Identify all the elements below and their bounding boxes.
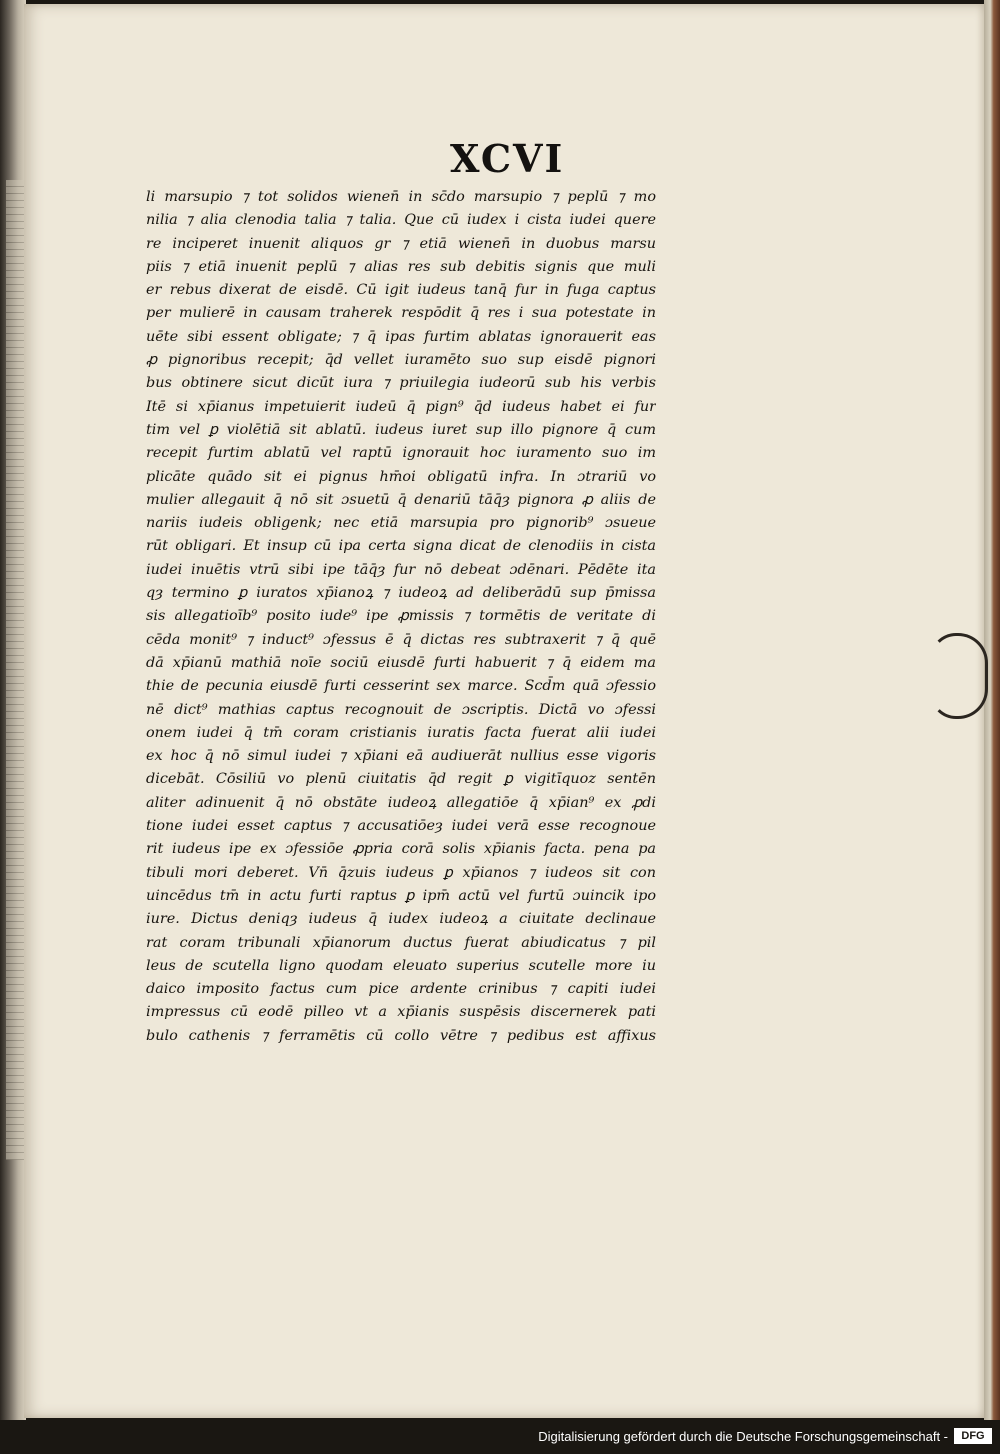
text-line: bus obtinere sicut dicūt iura ⁊ priuilegia iudeorū sub his verbis (146, 375, 656, 392)
page-clip-icon (930, 633, 988, 719)
text-line: qȝ termino ꝑ iuratos xp̄ianoꝝ ⁊ iudeoꝝ ad deliberādū sup p̄missa (146, 585, 656, 602)
folio-number: XCVI (450, 136, 565, 181)
text-line: uincēdus tm̄ in actu furti raptus ꝑ ipm̄ actū vel furtū ɔuincik ipo (146, 887, 656, 904)
digitization-footer (0, 1420, 1000, 1454)
text-line: leus de scutella ligno quodam eleuato superius scutelle more iu (146, 957, 656, 974)
text-line: iudei inuētis vtrū sibi ipe tāq̄ȝ fur nō debeat ɔdēnari. Pēdēte ita (146, 561, 656, 578)
text-line: ex hoc q̄ nō simul iudei ⁊ xp̄iani eā audiuerāt nullius esse vigoris (146, 748, 656, 765)
text-line: dicebāt. Cōsiliū vo plenū ciuitatis q̄d regit ꝑ vigitīquoz sentēn (146, 771, 656, 788)
text-line: rūt obligari. Et insup cū ipa certa signa dicat de clenodiis in cista (146, 538, 656, 555)
text-line: daico imposito factus cum pice ardente crinibus ⁊ capiti iudei (146, 981, 656, 998)
text-line: piis ⁊ etiā inuenit peplū ⁊ alias res sub debitis signis que muli (146, 258, 656, 275)
text-line: ꝓ pignoribus recepit; q̄d vellet iuramēto suo sup eisdē pignori (146, 352, 656, 369)
text-line: li marsupio ⁊ tot solidos wienen̄ in sc̄do marsupio ⁊ peplū ⁊ mo (146, 189, 656, 205)
text-line: er rebus dixerat de eisdē. Cū igit iudeus tanq̄ fur in fuga captus (146, 282, 656, 299)
funding-credit: Digitalisierung gefördert durch die Deutsche Forschungsgemeinschaft - (538, 1429, 948, 1444)
text-line: tim vel ꝑ violētiā sit ablatū. iudeus iuret sup illo pignore q̄ cum (146, 421, 656, 438)
text-line: iure. Dictus deniqȝ iudeus q̄ iudex iudeoꝝ a ciuitate declinaue (146, 911, 656, 928)
text-line: uēte sibi essent obligate; ⁊ q̄ ipas furtim ablatas ignorauerit eas (146, 328, 656, 345)
text-line: dā xp̄ianū mathiā noīe sociū eiusdē furti habuerit ⁊ q̄ eidem ma (146, 654, 656, 671)
text-line: onem iudei q̄ tm̄ coram cristianis iuratis facta fuerat alii iudei (146, 724, 656, 741)
text-line: impressus cū eodē pilleo vt a xp̄ianis suspēsis discernerek pati (146, 1004, 656, 1021)
text-line: aliter adinuenit q̄ nō obstāte iudeoꝝ allegatiōe q̄ xp̄ian⁹ ex ꝓdi (146, 794, 656, 811)
facing-page-edge (6, 180, 24, 1160)
text-line: tione iudei esset captus ⁊ accusatiōeȝ iudei verā esse recognoue (146, 818, 656, 835)
book-cover-edge-right (984, 0, 1000, 1420)
text-line: rit iudeus ipe ex ɔfessiōe ꝓpria corā solis xp̄ianis facta. pena pa (146, 841, 656, 858)
text-line: per mulierē in causam traherek respōdit q̄ res i sua potestate in (146, 305, 656, 322)
text-line: nilia ⁊ alia clenodia talia ⁊ talia. Que cū iudex i cista iudei quere (146, 212, 656, 229)
text-line: bulo cathenis ⁊ ferramētis cū collo vētre ⁊ pedibus est affixus (146, 1027, 656, 1044)
text-line: sis allegatioīb⁹ posito iude⁹ ipe ꝓmissis ⁊ tormētis de veritate di (146, 608, 656, 625)
text-line: mulier allegauit q̄ nō sit ɔsuetū q̄ denariū tāq̄ȝ pignora ꝓ aliis de (146, 491, 656, 508)
text-line: thie de pecunia eiusdē furti cesserint sex marce. Scd̄m quā ɔfessio (146, 678, 656, 695)
dfg-logo-icon: DFG (954, 1428, 992, 1444)
text-line: recepit furtim ablatū vel raptū ignorauit hoc iuramento suo im (146, 445, 656, 462)
text-line: rat coram tribunali xp̄ianorum ductus fuerat abiudicatus ⁊ pil (146, 934, 656, 951)
text-line: cēda monit⁹ ⁊ induct⁹ ɔfessus ē q̄ dictas res subtraxerit ⁊ q̄ quē (146, 631, 656, 648)
text-line: plicāte quādo sit ei pignus hm̄oi obligatū infra. In ɔtrariū vo (146, 468, 656, 485)
text-line: nē dict⁹ mathias captus recognouit de ɔscriptis. Dictā vo ɔfessi (146, 701, 656, 718)
text-line: Itē si xp̄ianus impetuierit iudeū q̄ pign⁹ q̄d iudeus habet ei fur (146, 398, 656, 415)
text-line: nariis iudeis obligenk; nec etiā marsupia pro pignorib⁹ ɔsueue (146, 515, 656, 532)
text-line: re inciperet inuenit aliquos gr ⁊ etiā wienen̄ in duobus marsu (146, 235, 656, 252)
text-line: tibuli mori deberet. Vn̄ q̄zuis iudeus ꝑ xp̄ianos ⁊ iudeos sit con (146, 864, 656, 881)
text-column (146, 186, 656, 1048)
